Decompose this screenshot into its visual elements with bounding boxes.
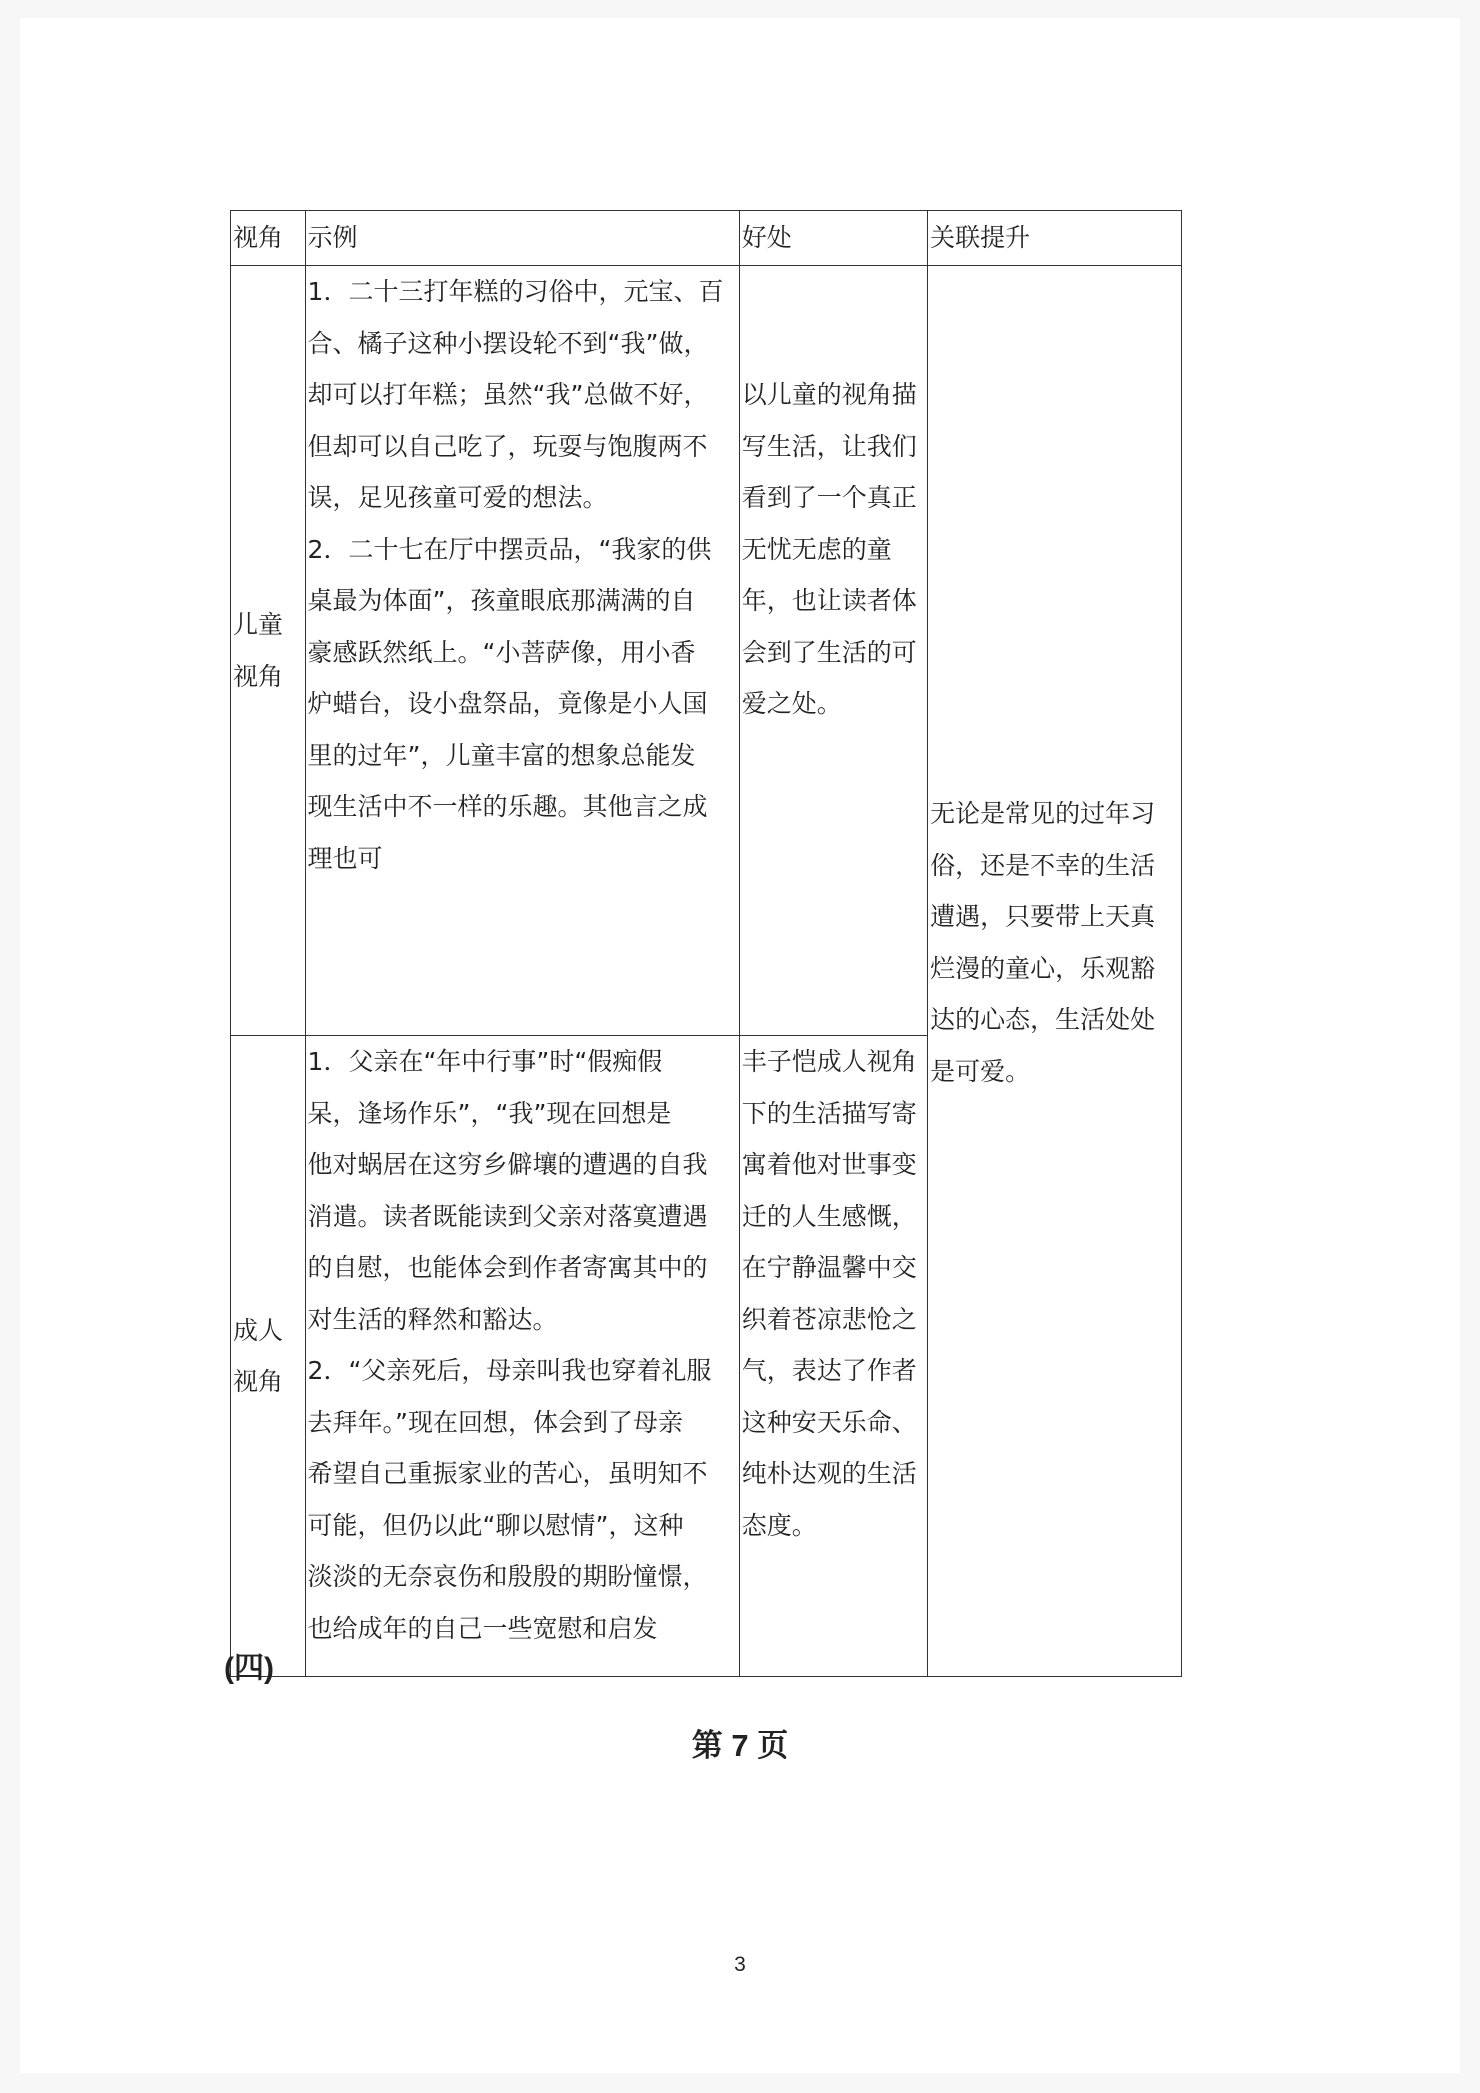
perspective-label: 成人视角: [233, 1315, 284, 1396]
text-line: 以儿童的视角描: [741, 380, 917, 409]
text-line: 丰子恺成人视角: [741, 1047, 917, 1076]
text-line: 1．父亲在“年中行事”时“假痴假: [307, 1047, 663, 1076]
page-label: 第 7 页: [691, 1728, 789, 1763]
text-line: 却可以打年糕；虽然“我”总做不好，: [307, 380, 709, 409]
text-line: 1．二十三打年糕的习俗中，元宝、百: [307, 277, 724, 306]
text-line: 织着苍凉悲怆之: [741, 1304, 917, 1334]
text-line: 是可爱。: [930, 1056, 1031, 1086]
header-cell: 好处: [739, 211, 927, 266]
text-line: 呆，逢场作乐”，“我”现在回想是: [307, 1098, 672, 1128]
text-line: 合、橘子这种小摆设轮不到“我”做，: [307, 328, 709, 358]
page-number: 3: [734, 1953, 746, 1976]
text-line: 下的生活描写寄: [741, 1098, 917, 1128]
text-line: 他对蜗居在这穷乡僻壤的遭遇的自我: [307, 1150, 708, 1179]
text-line: 现生活中不一样的乐趣。其他言之成: [307, 792, 708, 821]
perspective-cell: [231, 1036, 306, 1677]
text-line: 也给成年的自己一些宽慰和启发: [307, 1613, 658, 1643]
text-line: 看到了一个真正: [741, 483, 917, 512]
benefit-cell: [739, 266, 927, 1036]
header-cell: 示例: [305, 211, 739, 266]
text-line: 年，也让读者体: [741, 586, 917, 615]
text-line: 可能，但仍以此“聊以慰情”，这种: [307, 1510, 684, 1540]
text-line: 但却可以自己吃了，玩耍与饱腹两不: [307, 431, 708, 461]
perspective-cell: [231, 266, 306, 1036]
example-cell: [305, 1036, 739, 1677]
text-line: 爱之处。: [741, 689, 842, 718]
text-line: 气，表达了作者: [741, 1356, 917, 1385]
text-line: 误，足见孩童可爱的想法。: [307, 483, 608, 512]
text-line: 寓着他对世事变: [741, 1150, 917, 1179]
text-line: 希望自己重振家业的苦心，虽明知不: [307, 1459, 708, 1488]
text-line: 无忧无虑的童: [741, 534, 892, 564]
document-page: [20, 18, 1460, 2073]
section-mark: (四): [224, 1652, 274, 1685]
header-cell: 视角: [231, 211, 306, 266]
text-line: 消遣。读者既能读到父亲对落寞遭遇: [307, 1201, 708, 1231]
text-line: 对生活的释然和豁达。: [307, 1304, 558, 1334]
text-line: 达的心态，生活处处: [930, 1005, 1156, 1034]
text-line: 在宁静温馨中交: [741, 1253, 917, 1282]
comparison-table: [230, 210, 1182, 1677]
example-cell: [305, 266, 739, 1036]
header-cell: 关联提升: [928, 211, 1182, 266]
text-line: 烂漫的童心，乐观豁: [930, 953, 1156, 983]
text-line: 淡淡的无奈哀伤和殷殷的期盼憧憬，: [307, 1562, 708, 1591]
text-line: 这种安天乐命、: [741, 1407, 917, 1437]
text-line: 里的过年”，儿童丰富的想象总能发: [307, 740, 696, 770]
table-header-row: [231, 211, 1182, 266]
text-line: 遭遇，只要带上天真: [930, 902, 1156, 931]
association-cell: [928, 266, 1182, 1677]
benefit-cell: [739, 1036, 927, 1677]
text-line: 俗，还是不幸的生活: [930, 850, 1156, 880]
text-line: 纯朴达观的生活: [741, 1459, 917, 1488]
text-line: 理也可: [307, 843, 383, 873]
text-line: 迁的人生感慨，: [741, 1201, 917, 1231]
text-line: 无论是常见的过年习: [930, 799, 1156, 828]
perspective-label: 儿童视角: [233, 610, 284, 691]
text-line: 去拜年。”现在回想，体会到了母亲: [307, 1407, 683, 1437]
text-line: 2．二十七在厅中摆贡品，“我家的供: [307, 534, 712, 564]
text-line: 会到了生活的可: [741, 637, 917, 667]
text-line: 写生活，让我们: [741, 431, 917, 461]
text-line: 2．“父亲死后，母亲叫我也穿着礼服: [307, 1356, 712, 1385]
text-line: 炉蜡台，设小盘祭品，竟像是小人国: [307, 689, 708, 718]
text-line: 的自慰，也能体会到作者寄寓其中的: [307, 1253, 708, 1282]
text-line: 豪感跃然纸上。“小菩萨像，用小香: [307, 637, 696, 667]
text-line: 桌最为体面”，孩童眼底那满满的自: [307, 586, 696, 615]
text-line: 态度。: [741, 1510, 817, 1540]
table-row: [231, 266, 1182, 1036]
